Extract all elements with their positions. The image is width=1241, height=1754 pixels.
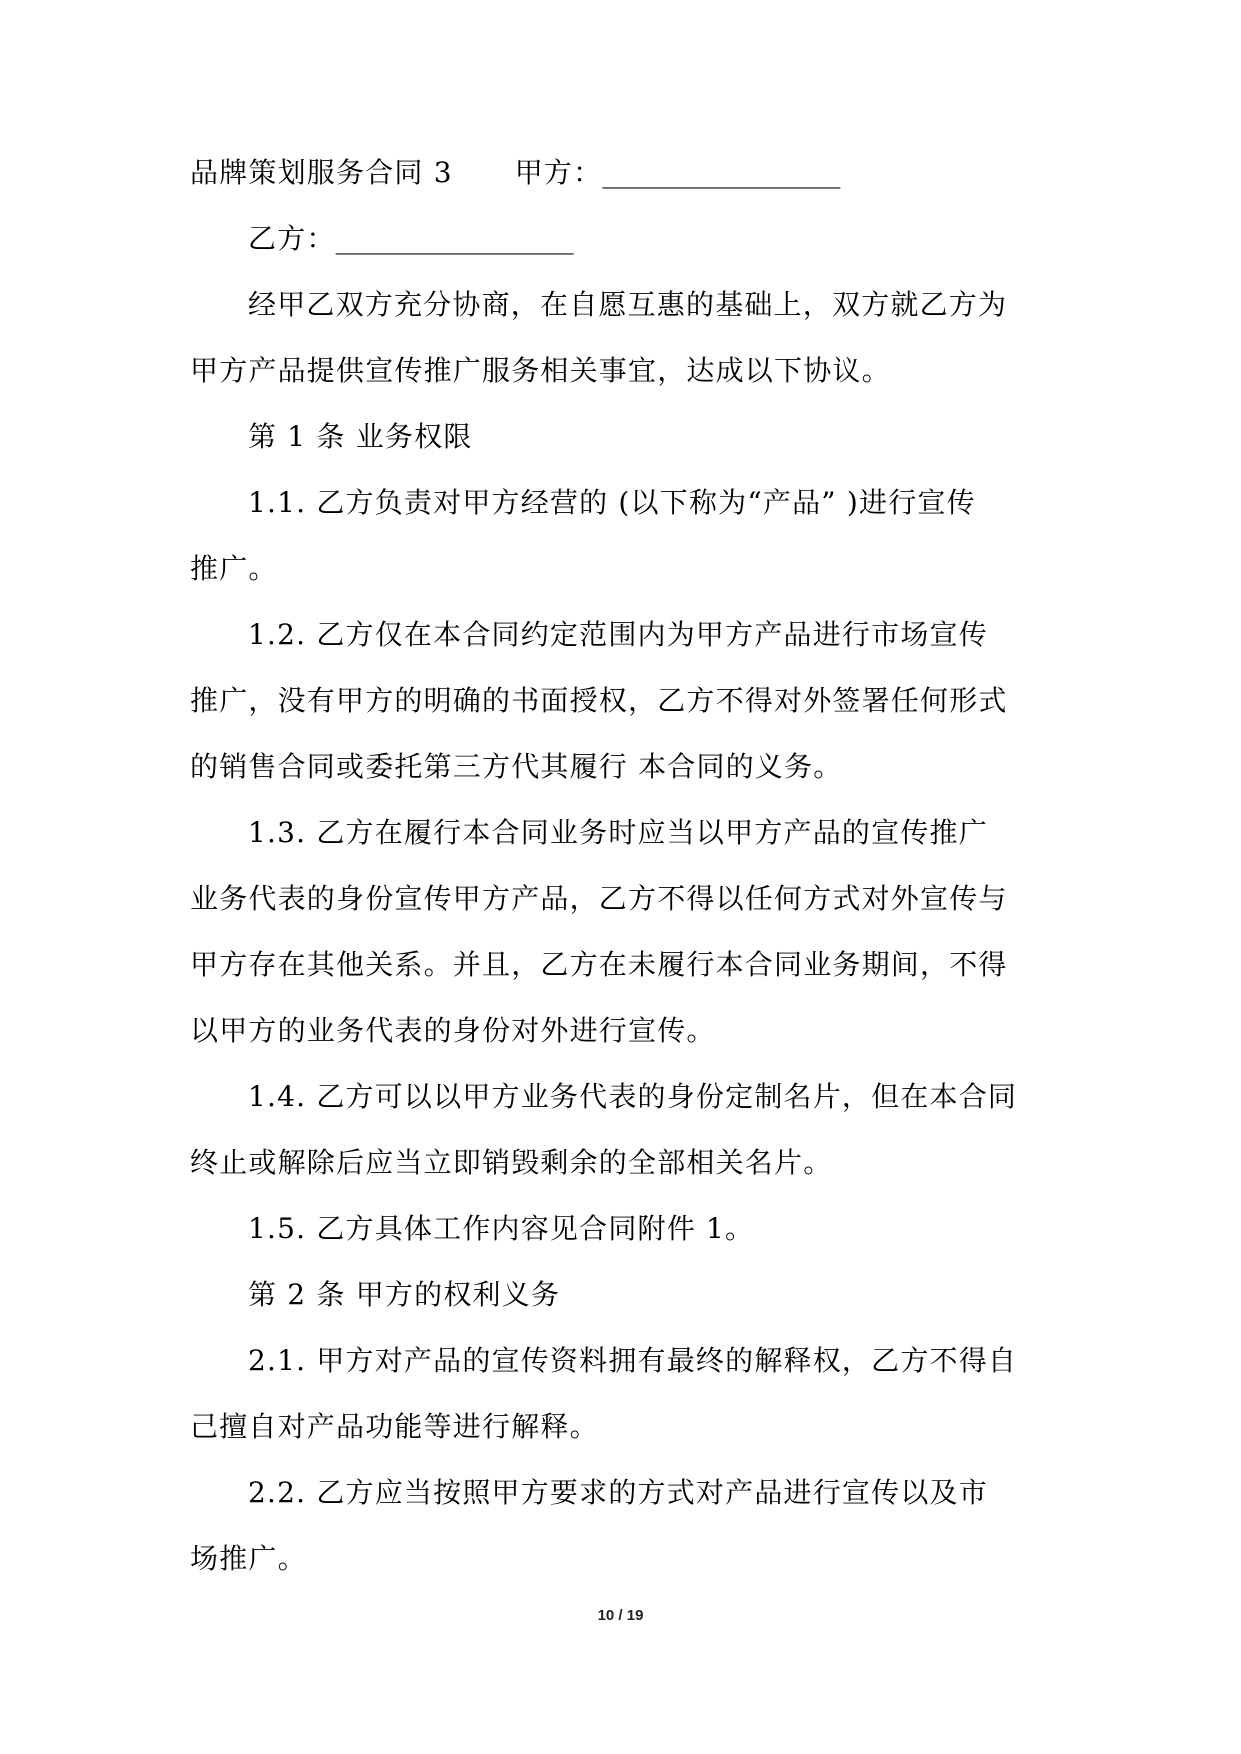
- paragraph-line: 2.2. 乙方应当按照甲方要求的方式对产品进行宣传以及市: [248, 1476, 988, 1509]
- page-number: 10 / 19: [597, 1607, 644, 1624]
- paragraph-line: 终止或解除后应当立即销毁剩余的全部相关名片。: [190, 1146, 833, 1179]
- paragraph-line: 业务代表的身份宣传甲方产品，乙方不得以任何方式对外宣传与: [190, 882, 1008, 915]
- document-title: 品牌策划服务合同 3: [190, 156, 453, 189]
- paragraph-line: 己擅自对产品功能等进行解释。: [190, 1410, 599, 1443]
- party-b-label: 乙方：: [248, 222, 336, 255]
- paragraph-line: 1.4. 乙方可以以甲方业务代表的身份定制名片，但在本合同: [248, 1080, 1018, 1113]
- paragraph-line: 甲方存在其他关系。并且，乙方在未履行本合同业务期间，不得: [190, 948, 1008, 981]
- paragraph-line: 经甲乙双方充分协商，在自愿互惠的基础上，双方就乙方为: [248, 288, 1008, 321]
- section-heading: 第 2 条 甲方的权利义务: [248, 1278, 561, 1311]
- paragraph-line: 甲方产品提供宣传推广服务相关事宜，达成以下协议。: [190, 354, 891, 387]
- paragraph-line: 1.5. 乙方具体工作内容见合同附件 1。: [248, 1212, 755, 1245]
- paragraph-line: 以甲方的业务代表的身份对外进行宣传。: [190, 1014, 716, 1047]
- paragraph-line: 推广。: [190, 552, 278, 585]
- paragraph-line: 1.1. 乙方负责对甲方经营的 (以下称为“产品” )进行宣传: [248, 486, 976, 519]
- section-heading: 第 1 条 业务权限: [248, 420, 473, 453]
- party-b-line: [190, 221, 1060, 257]
- document-body: [190, 155, 1060, 1607]
- paragraph-line: 1.2. 乙方仅在本合同约定范围内为甲方产品进行市场宣传: [248, 618, 988, 651]
- party-a-blank: _________________: [602, 156, 841, 189]
- party-a-label: 甲方：: [514, 156, 603, 189]
- paragraph-line: 场推广。: [190, 1542, 307, 1575]
- title-line: [190, 155, 1060, 191]
- paragraph-line: 的销售合同或委托第三方代其履行 本合同的义务。: [190, 750, 843, 783]
- paragraph-line: 2.1. 甲方对产品的宣传资料拥有最终的解释权，乙方不得自: [248, 1344, 1018, 1377]
- paragraph-line: 推广，没有甲方的明确的书面授权，乙方不得对外签署任何形式: [190, 684, 1008, 717]
- party-b-blank: _________________: [335, 222, 574, 255]
- paragraph-line: 1.3. 乙方在履行本合同业务时应当以甲方产品的宣传推广: [248, 816, 988, 849]
